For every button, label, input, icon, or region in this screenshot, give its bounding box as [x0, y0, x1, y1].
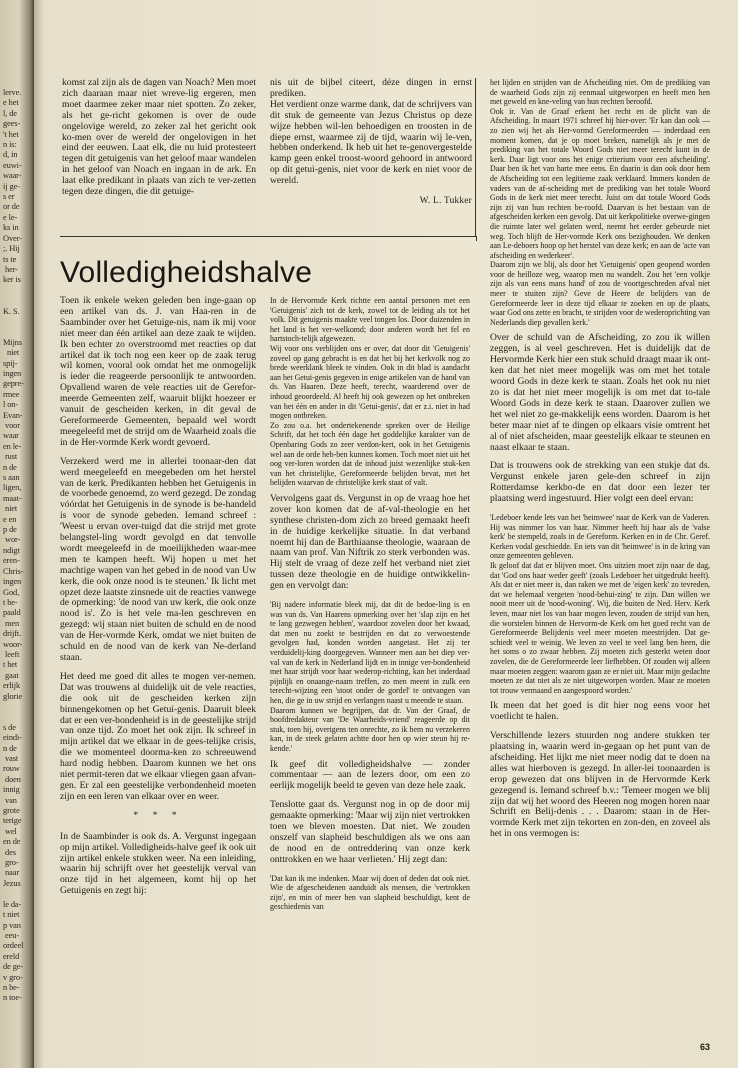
author-signature: W. L. Tukker [419, 195, 472, 206]
quote-block [270, 600, 470, 754]
article-paragraph: Toen ik enkele weken geleden ben inge-gaan op een artikel van ds. J. van Haa-ren in de Saambinder over het Getuige-nis, nam ik mij voor niet meer dan één artikel aan deze zaak te wijden. Ik ben echter zo overstroomd met reacties op dat artikel dat ik toch nog een keer op de zaak terug wil komen, vooral ook omdat het me onmogelijk is ieder die reageerde persoonlijk te antwoorden. Opvallend waren de vele reacties uit de Gerefor-meerde Gemeenten zelf, waaruit blijkt hoezeer er vanuit de gescheiden kerken, in dit geval de Gereformeerde Gemeenten, bepaald wel wordt meegeleefd met de strijd om de Waarheid zoals die in de Her-vormde Kerk wordt gevoerd. [60, 295, 256, 448]
top-article-text-1: komst zal zijn als de dagen van Noach? Men moet zich daaraan maar niet wreve-lig ergeren, men moet daarmee zeker maar niet spotten. Zo zeker, als het ge-richt gekomen is over de oude ongelovige wereld, zo zeker zal het gericht ook ko-men over de wereld der ongelovigen in het eind der eeuwen. Laat elk, die nu luid protesteert tegen dit getuigenis van het geloof maar wandelen in het geloof van Noach en ingaan in de ark. En laat elke predikant in plaats van zich te ver-zetten tegen deze dingen, die dit getuige- [62, 77, 256, 198]
quote-text: 'Dat kan ik me indenken. Maar wij doen of deden dat ook niet. Wie de afgescheidenen aanduidt als mensen, die 'vertrokken zijn', en min of meer hen van slapheid beschuldigt, kent de geschiedenis van [270, 873, 470, 912]
quote-block [270, 874, 470, 912]
quote-block [490, 513, 710, 695]
article-column-1 [60, 296, 256, 905]
article-paragraph: Ik geef dit volledigheidshalve — zonder commentaar — aan de lezers door, om een zo eerlijk mogelijk beeld te geven van deze hele zaak. [270, 758, 470, 792]
article-paragraph: Ik meen dat het goed is dit hier nog eens voor het voetlicht te halen. [490, 700, 710, 723]
article-column-3 [490, 78, 710, 848]
quote-block [270, 296, 470, 488]
top-article-col1 [62, 78, 256, 206]
top-article-text-2: nis uit de bijbel citeert, déze dingen in ernst prediken. Het verdient onze warme dank, dat de schrijvers van dit stuk de gemeente van Jezus Christus op deze wijze hebben wil-len behoedigen en troosten in de diepe ernst, waarmee zij de tijd, waarin wij le-ven, hebben onderkend. Ik heb uit het te-genovergestelde kamp geen enkel troost-woord gehoord in antwoord op dit getui-genis, niet voor de kerk en niet voor de wereld. [270, 77, 472, 187]
adjacent-page-edge [0, 0, 34, 1068]
top-article-col2 [270, 78, 472, 206]
article-paragraph: Verschillende lezers stuurden nog andere stukken ter plaatsing in, waarin werd in-gegaan op het punt van de afscheiding. Het lijkt me niet meer nodig dat te doen na alles wat hierboven is gezegd. In aller-lei toonaarden is erop gewezen dat ons blijven in de Hervormde Kerk gezegend is. Iemand schreef b.v.: 'Temeer mogen we blij zijn dat wij het woord des Heeren nog mogen horen naar Schrift en Belij-denis . . . Daarom: staan in de Her-vormde Kerk met zijn tekorten en zon-den, en zoveel als het in ons vermogen is: [490, 730, 710, 840]
article-paragraph: Het deed me goed dit alles te mogen ver-nemen. Dat was trouwens al duidelijk uit de vele reacties, die ook uit de gescheiden kerken zijn binnengekomen op het Getui-genis. Daaruit bleek dat er een ver-bondenheid is in de geestelijke strijd van onze tijd. Zo moet het ook zijn. Ik schreef in mijn artikel dat we elkaar in de gees-telijke crisis, die we momenteel doorma-ken zo schreeuwend hard nodig hebben. Daarom kunnen we het ons niet permit-teren dat we elkaar vliegen gaan afvan-gen. Er zal een geestelijke verbondenheid moeten zijn en een leren van elkaar over en weer. [60, 670, 256, 802]
article-paragraph: Tenslotte gaat ds. Vergunst nog in op de door mij gemaakte opmerking: 'Maar wij zijn niet vertrokken toen we bleven moesten. Dat niet. We zouden onszelf van slapheid beschuldigen als we ons aan de nood en de ontredderinq van onze kerk onttrokken en we haar verlieten.' Hij zegt dan: [270, 799, 470, 865]
quote-text: 'Bij nadere informatie bleek mij, dat dit de bedoe-ling is en was van ds. Van Haarens opmerking over het 'slap zijn en het te lang gezwegen hebben', waardoor zovelen door het kwaad, dat men nu zoekt te bestrijden en dat zo verwoestende gevolgen had, konden worden aangetast. Het zij ter verduidelij-king doorgegeven. Wanneer men aan het diep ver-val van de kerk in Nederland lijdt en in innige ver-bondenheid met haar strijdt voor haar wederop-richting, kan het inderdaad pijnlijk en onaange-naam treffen, zo men meent in zulk een terecht-wijzing een 'stoot onder de gordel' te ontvangen van hen, die ge in uw strijd en verlangen naast u meende te staan. Daarom kunnen we begrijpen, dat dr. Van der Graaf, de hoofdredakteur van 'De Waarheids-vriend' reageerde op dit stuk, toen hij, overigens ten onrechte, zo ik hem nu verzekeren kan, in de steek gelaten achtte door hen op wier steun hij re-kende.' [270, 600, 470, 753]
article-column-2 [270, 296, 470, 918]
quote-text: het lijden en strijden van de Afscheiding niet. Om de prediking van de waarheid Gods zijn zij eenmaal uitgeworpen en heeft men hen met geweld en kne-veling van hun rechten beroofd. Ook ir. Van de Graaf erkent het recht en de plicht van de Afscheiding. In maart 1971 schreef hij hier-over: 'Er kan dan ook — zo zien wij het als Her-vormd Gereformeerden — inderdaad een moment komen, dat je op moet breken, namelijk als je met de prediking van het totale Woord Gods niet meer terecht kunt in de kerk. Daar ligt voor ons het enige criterium voor een afscheiding'. Daar ben ik het van harte mee eens. En daarin is dan ook door hem de Afscheiding tot een legitieme zaak verklaard. Immers konden de vaders van de af-scheiding met de prediking van het totale Woord Gods in de kerk niet meer terecht. Juist om dat totale Woord Gods zijn zij van hun rechten be-roofd. Daarvan is het bestaan van de afgescheiden kerken een gevolg. Dat uit kerkpolitieke overwe-gingen die ruimte later wel gelaten werd, neemt het eerder gebeurde niet weg. Toch blijft de Her-vormde Kerk ons bezighouden. We denken aan Le-deboers hoop op het herstel van deze kerk; en aan de 'acte van afscheiding en wederkeer'. Daarom zijn we blij, als door het 'Getuigenis' open geopend worden voor de heilloze weg, waarop men nu wandelt. Zou het 'een volkje zijn als van eens mans hand' of zou de voortgeschreden afval niet meer te stuiten zijn? Geve de Heere de belijders van de Gereformeerde leer in deze tijd elkaar te zoeken en op de plaats, waar God ons zette en bracht, te strijden voor de wederoprichting van Nederlands diep gevallen kerk.' [490, 78, 710, 327]
page-number: 63 [699, 1042, 710, 1052]
top-article-border-right [475, 78, 476, 236]
article-paragraph: Verzekerd werd me in allerlei toonaar-den dat werd meegeleefd en meegebeden om het herstel van de kerk. Predikanten hebben het Getuigenis in de voorbede genoemd, zo werd gezegd. De zondag vóórdat het Getuigenis in de synode is be-handeld is voor de synode gebeden. Iemand schreef : 'Weest u ervan over-tuigd dat die strijd met grote belangstel-ling wordt gevolgd en dat tenvolle wordt meegeleefd in de moeilijkheden waar-mee men te kampen heeft. Wij hopen u met het machtige wapen van het gebed in de nood van Uw kerk, die ook onze nood is te steunen.' Ik licht met opzet deze laatste zinsnede uit de reacties vanwege de opmerking: 'de nood van uw kerk, die ook onze nood is'. Zo is het vele ma-len geschreven en gezegd: wij staan niet buiten de schuld en de nood van de Her-vormde Kerk, omdat we niet buiten de schuld en de nood van de kerk van Ne-derland staan. [60, 455, 256, 663]
article-paragraph: Over de schuld van de Afscheiding, zo zou ik willen zeggen, is al veel geschreven. Het is duidelijk dat de Hervormde Kerk hier een stuk schuld draagt maar ik ont-ken dat het niet meer mogelijk was om met het totale woord Gods in deze kerk te staan. Zoals het ook nu niet zo is dat het niet meer mogelijk is om met dat to-tale Woord Gods in deze kerk te staan. Daarover zullen we het wel niet zo ge-makkelijk eens worden. Daarom is het beter maar niet af te dingen op elkaars visie omtrent het al of niet afscheiden, maar geestelijk elkaar te steunen en naast elkaar te staan. [490, 332, 710, 453]
article-paragraph: Vervolgens gaat ds. Vergunst in op de vraag hoe het zover kon komen dat de af-val-theologie en het synthese christen-dom zich zo breed gemaakt heeft in de huidige kerkelijke situatie. In dat verband noemt hij dan de Barthiaanse theologie, waaraan de naam van prof. Van Niftrik zo sterk verbonden was. Hij stelt de vraag of deze zelf het verband niet ziet tussen deze theologie en de huidige ontwikkelin-gen en vervolgt dan: [270, 492, 470, 592]
article-paragraph: Dat is trouwens ook de strekking van een stukje dat ds. Vergunst enkele jaren gele-den schreef in zijn Rotterdamse kerkbo-de en dat door een lezer ter plaatsing werd ingestuurd. Hier volgt een deel ervan: [490, 460, 710, 505]
adjacent-page-fragments: lerve. e het l, de gees- 't het n is: d, in euwi- waar- ij ge- s er or de e le- ks in Over- ;. Hij ts te her- ker is K. S. Mijns niet spij- ingen gepre- rmee l on- Evan- voor waar en le- rust n de s aan ligen, maat- niet e en p de wor- ndigt eren- Chris- ingen God, t be- paald men drijft. woor- leeft t het gaat erlijk glorie s de eindi- n de vast rouw doen innig van grote terige wel en de des gro- naar Jezus le da- t niet p van eeu- ordeel ereld de ge- v gro- n be- n toe- [3, 88, 24, 1003]
quote-text: In de Hervormde Kerk richtte een aantal personen met een 'Getuigenis' zich tot de kerk, zowel tot de leiding als tot het volk. Dit getuigenis maakte veel tongen los. Door duizenden in het land is het ver-welkomd; door anderen wordt het fel en hartstoch-telijk afgewezen. Wij voor ons verblijden ons er over, dat door dit 'Getuigenis' zoveel op gang gebracht is en dat het bij het kerkvolk nog zo brede weerklank bleek te vinden. Ook in dit blad is aandacht aan het Getui-genis gegeven in enige artikelen van de hand van ds. Van Haaren. Deze heeft, terecht, waarderend over de inhoud geoordeeld. Al heeft hij ook gewezen op het ontbreken van het één en ander in dit 'Getui-genis', dat er z.i. niet in had mogen ontbreken. Zo zou o.a. het ondertekenende spreken over de Heilige Schrift, dat het toch één dage het goddelijke karakter van de Openbaring Gods zo zeer verdon-kert, ook in het Getuigenis wel aan de orde heb-ben kunnen komen. Toch moet niet uit het oog ver-loren worden dat de inhoud juist wezenlijke stuk-ken van het christelijke, Gereformeerde belijden bevat, met het belijden waarvan de christelijke kerk staat of valt. [270, 296, 470, 488]
article-headline: Volledigheidshalve [60, 256, 313, 289]
section-separator: * * * [133, 809, 183, 821]
article-paragraph: In de Saambinder is ook ds. A. Vergunst ingegaan op mijn artikel. Volledigheids-halve geef ik ook uit zijn artikel enkele stukken weer. Na een inleiding, waarin hij schrijft over het geestelijk verval van onze tijd in het algemeen, komt hij op het Getuigenis en zegt hij: [60, 830, 256, 897]
magazine-page [34, 0, 738, 1068]
quote-block [490, 78, 710, 327]
top-article-border-bottom [60, 236, 477, 241]
quote-text: 'Ledeboer kende lets van het 'heimwee' naar de Kerk van de Vaderen. Hij was nimmer los van haar. Nimmer heeft hij haar als de 'valse kerk' be stempeld, zoals in de Gereform. Kerken en in de Chr. Geref. Kerken vodal geschiedde. En iets van dit 'heimwee' is in de kring van onze gemeenten gebleven. Ik geloof dat dat er blijven moet. Ons uitzien moet zijn naar de dag, dat 'God ons haar weder geeft' (zoals Ledeboer het uitgedrukt heeft). Als dat er niet meer is, dan raken we met de 'eigen kerk' zo tevreden, dat we helemaal vergeten 'nood-behui-zing' te zijn. Dan willen we nooit meer uit de 'nood-woning'. Wij, die buiten de Ned. Herv. Kerk leven, maar niet los van haar mogen leven, zouden de strijd van hen, die worstelen binnen de Hervorm-de Kerk om het goed recht van de Gereformeerde Belijdenis veel meer moeten meestrijden. Dat ge-schiedt veel te weinig. We leven zo veel te veel lang ben heen, die het soms o zo zwaar hebben. Zij moeten zich gesterkt weten door zovelen, die de Gereformeerde leer liefhebben. Of zouden wij alleen maar moeten zeggen: waarom gaan ze er niet uit. Maar mijn gedachte moeten ze dat niet als ze niet uitgeworpen worden. Maar ze moeten tot trouw vermaand en aangespoord worden.' [490, 513, 710, 695]
